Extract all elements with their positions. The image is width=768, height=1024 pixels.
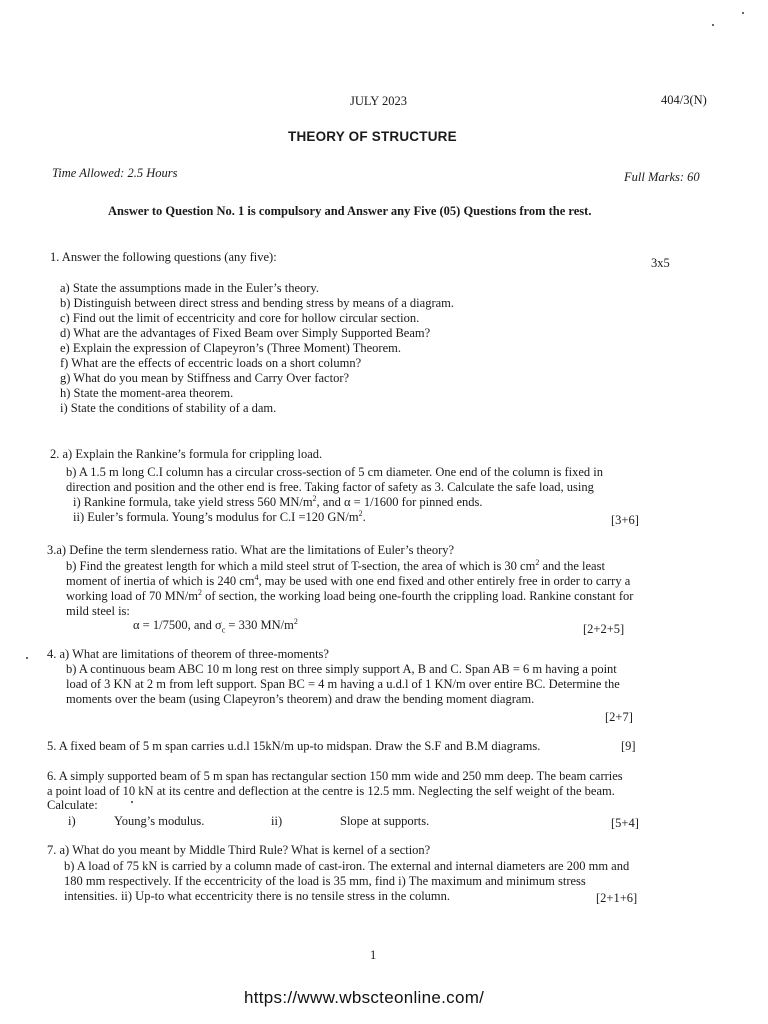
q3-b1-sup: 2 <box>535 557 540 567</box>
q3-part-b-line1 <box>66 559 605 574</box>
q3-part-a: 3.a) Define the term slenderness ratio. What are the limitations of Euler’s theory? <box>47 543 455 557</box>
q6-marks: [5+4] <box>611 816 639 830</box>
q5-marks: [9] <box>621 739 636 753</box>
q1-item: h) State the moment-area theorem. <box>60 386 234 400</box>
website-link[interactable]: https://www.wbscteonline.com/ <box>244 988 485 1007</box>
q5-text: 5. A fixed beam of 5 m span carries u.d.l 15kN/m up-to midspan. Draw the S.F and B.M diagrams. <box>47 739 541 753</box>
q3-part-b-line4: mild steel is: <box>66 604 130 618</box>
q3-formula-sup: 2 <box>293 616 298 626</box>
q2-i-text: i) Rankine formula, take yield stress 560 MN/m <box>73 495 313 509</box>
q2-part-b-i <box>73 495 483 510</box>
q4-part-b-line1: b) A continuous beam ABC 10 m long rest on three simply support A, B and C. Span AB = 6 m having a point <box>66 662 617 676</box>
page-number: 1 <box>370 948 377 962</box>
q1-items <box>60 281 454 416</box>
exam-date: JULY 2023 <box>350 94 407 108</box>
scan-speck <box>26 657 28 659</box>
q7-part-b-line3: intensities. ii) Up-to what eccentricity there is no tensile stress in the column. <box>64 889 451 903</box>
q1-item: b) Distinguish between direct stress and bending stress by means of a diagram. <box>60 296 455 310</box>
q1-item: f) What are the effects of eccentric loads on a short column? <box>60 356 362 370</box>
q2-ii-text: ii) Euler’s formula. Young’s modulus for C.I =120 GN/m <box>73 510 359 524</box>
q4-part-b-line2: load of 3 KN at 2 m from left support. Span BC = 4 m having a u.d.l of 1 KN/m over entire BC. Determine the <box>66 677 620 691</box>
q3-b3-sup: 2 <box>197 587 202 597</box>
q3-formula-text: α = 1/7500, and σ <box>133 618 222 632</box>
time-allowed: Time Allowed: 2.5 Hours <box>52 166 178 180</box>
q7-part-b-line1: b) A load of 75 kN is carried by a column made of cast-iron. The external and internal diameters are 200 mm and <box>64 859 630 873</box>
q2-part-a: 2. a) Explain the Rankine’s formula for crippling load. <box>50 447 323 461</box>
q7-part-a: 7. a) What do you meant by Middle Third Rule? What is kernel of a section? <box>47 843 431 857</box>
q6-ii-text: Slope at supports. <box>340 814 430 828</box>
q2-i-text-end: , and α = 1/1600 for pinned ends. <box>316 495 483 509</box>
q3-marks: [2+2+5] <box>583 622 625 636</box>
q2-part-b-line1: b) A 1.5 m long C.I column has a circular cross-section of 5 cm diameter. One end of the column is fixed in <box>66 465 604 479</box>
q4-marks: [2+7] <box>605 710 633 724</box>
q4-part-a: 4. a) What are limitations of theorem of three-moments? <box>47 647 329 661</box>
q3-formula <box>133 618 298 633</box>
q1-item: d) What are the advantages of Fixed Beam over Simply Supported Beam? <box>60 326 431 340</box>
q3-b2-text-end: , may be used with one end fixed and other entirely free in order to carry a <box>258 574 631 588</box>
q3-formula-sub: c <box>221 625 226 635</box>
q3-b1-text: b) Find the greatest length for which a mild steel strut of T-section, the area of which is 30 cm <box>66 559 536 573</box>
q3-formula-unit: = 330 MN/m <box>225 618 294 632</box>
q6-i-text: Young’s modulus. <box>114 814 205 828</box>
q7-marks: [2+1+6] <box>596 891 638 905</box>
q3-b1-text-end: and the least <box>539 559 605 573</box>
page-title: THEORY OF STRUCTURE <box>288 129 457 144</box>
q3-b2-sup: 4 <box>254 572 259 582</box>
q3-b2-text: moment of inertia of which is 240 cm <box>66 574 255 588</box>
q6-line1: 6. A simply supported beam of 5 m span has rectangular section 150 mm wide and 250 mm deep. The beam carries <box>47 769 623 783</box>
q6-ii-number: ii) <box>271 814 283 828</box>
q1-marks: 3x5 <box>651 256 670 270</box>
q2-ii-text-end: . <box>362 510 366 524</box>
q2-part-b-line2: direction and position and the other end is free. Taking factor of safety as 3. Calculate the safe load, using <box>66 480 594 494</box>
q2-marks: [3+6] <box>611 513 639 527</box>
scan-speck <box>742 12 744 14</box>
q3-b3-text: working load of 70 MN/m <box>66 589 198 603</box>
q7-part-b-line2: 180 mm respectively. If the eccentricity of the load is 35 mm, find i) The maximum and minimum stress <box>64 874 586 888</box>
q2-part-b-ii <box>73 510 366 525</box>
q4-part-b-line3: moments over the beam (using Clapeyron’s theorem) and draw the bending moment diagram. <box>66 692 535 706</box>
q3-part-b-line2 <box>66 574 630 589</box>
q1-item: i) State the conditions of stability of a dam. <box>60 401 277 415</box>
q1-item: e) Explain the expression of Clapeyron’s (Three Moment) Theorem. <box>60 341 401 355</box>
q2-ii-sup: 2 <box>358 508 363 518</box>
q6-i-number: i) <box>68 814 76 828</box>
q3-b3-text-end: of section, the working load being one-fourth the crippling load. Rankine constant for <box>201 589 634 603</box>
scan-speck <box>131 801 133 803</box>
q2-i-sup: 2 <box>312 493 317 503</box>
scan-speck <box>712 24 714 26</box>
paper-code: 404/3(N) <box>661 93 707 107</box>
q1-item: a) State the assumptions made in the Euler’s theory. <box>60 281 319 295</box>
instructions: Answer to Question No. 1 is compulsory and Answer any Five (05) Questions from the rest. <box>108 204 592 218</box>
q6-line3: Calculate: <box>47 798 98 812</box>
full-marks: Full Marks: 60 <box>624 170 700 184</box>
q3-part-b-line3 <box>66 589 633 604</box>
q1-item: g) What do you mean by Stiffness and Carry Over factor? <box>60 371 350 385</box>
q1-item: c) Find out the limit of eccentricity and core for hollow circular section. <box>60 311 420 325</box>
q1-stem: 1. Answer the following questions (any five): <box>50 250 277 264</box>
q6-line2: a point load of 10 kN at its centre and deflection at the centre is 12.5 mm. Neglecting the self weight of the beam. <box>47 784 615 798</box>
